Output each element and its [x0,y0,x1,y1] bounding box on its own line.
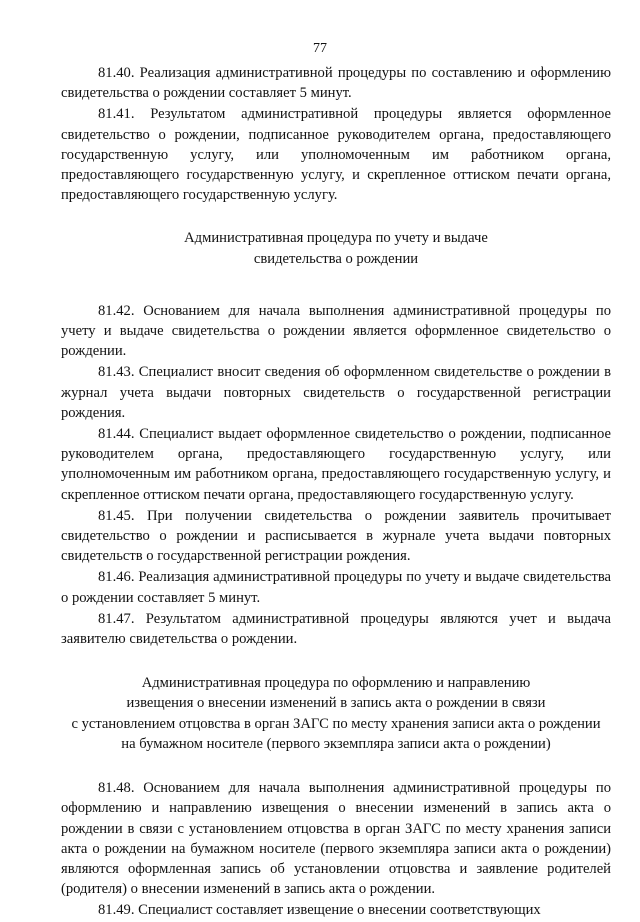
paragraph-81-49: 81.49. Специалист составляет извещение о внесении соответствующих [98,902,541,919]
heading-line: свидетельства о рождении [253,250,419,267]
paragraph-81-48: 81.48. Основанием для начала выполнения административной процедуры по оформлению и направлению извещения о внесении изменений в запись акта о рождении в связи с установлением отцовства в орган ЗАГС по месту хранения записи акта о рождении на бумажном носителе (первого экземпляра записи акта о рождении) являются оформленная запись об установлении отцовства и заявление родителей (родителя) о внесении изменений в запись акта о рождении. [61,780,611,898]
paragraph-81-42: 81.42. Основанием для начала выполнения административной процедуры по учету и выдаче свидетельства о рождении является оформленное свидетельство о рождении. [61,302,611,360]
document-body [61,63,611,922]
heading-line: Административная процедура по оформлению и направлению [141,675,531,692]
heading-line: на бумажном носителе (первого экземпляра записи акта о рождении) [121,735,551,752]
paragraph-81-41: 81.41. Результатом административной процедуры является оформленное свидетельство о рождении, подписанное руководителем органа, предоставляющего государственную услугу, или уполномоченным им работником органа, предоставляющего государственную услугу, и скрепленное оттиском печати органа, предоставляющего государственную услугу. [61,106,611,204]
paragraph-81-46: 81.46. Реализация административной процедуры по учету и выдаче свидетельства о рождении составляет 5 минут. [61,569,611,606]
paragraph-81-47: 81.47. Результатом административной процедуры являются учет и выдача заявителю свидетельства о рождении. [61,610,611,648]
page-number: 77 [313,41,327,56]
paragraph-81-45: 81.45. При получении свидетельства о рождении заявитель прочитывает свидетельство о рождении и расписывается в журнале учета выдачи повторных свидетельств о государственной регистрации рождения. [61,507,611,565]
paragraph-81-40: 81.40. Реализация административной процедуры по составлению и оформлению свидетельства о рождении составляет 5 минут. [61,65,611,102]
heading-line: извещения о внесении изменений в запись акта о рождении в связи [126,695,546,712]
section-heading-paternity-notice [61,673,611,754]
heading-line: с установлением отцовства в орган ЗАГС по месту хранения записи акта о рождении [71,715,601,732]
section-heading-registration-issuance [61,228,611,268]
paragraph-81-43: 81.43. Специалист вносит сведения об оформленном свидетельстве о рождении в журнал учета выдачи повторных свидетельств о государственной регистрации рождения. [61,364,611,421]
paragraph-81-44: 81.44. Специалист выдает оформленное свидетельство о рождении, подписанное руководителем органа, предоставляющего государственную услугу, или уполномоченным им работником органа, предоставляющего государственную услугу, и скрепленное оттиском печати органа, предоставляющего государственную услугу. [61,426,611,503]
heading-line: Административная процедура по учету и выдаче [184,230,488,247]
